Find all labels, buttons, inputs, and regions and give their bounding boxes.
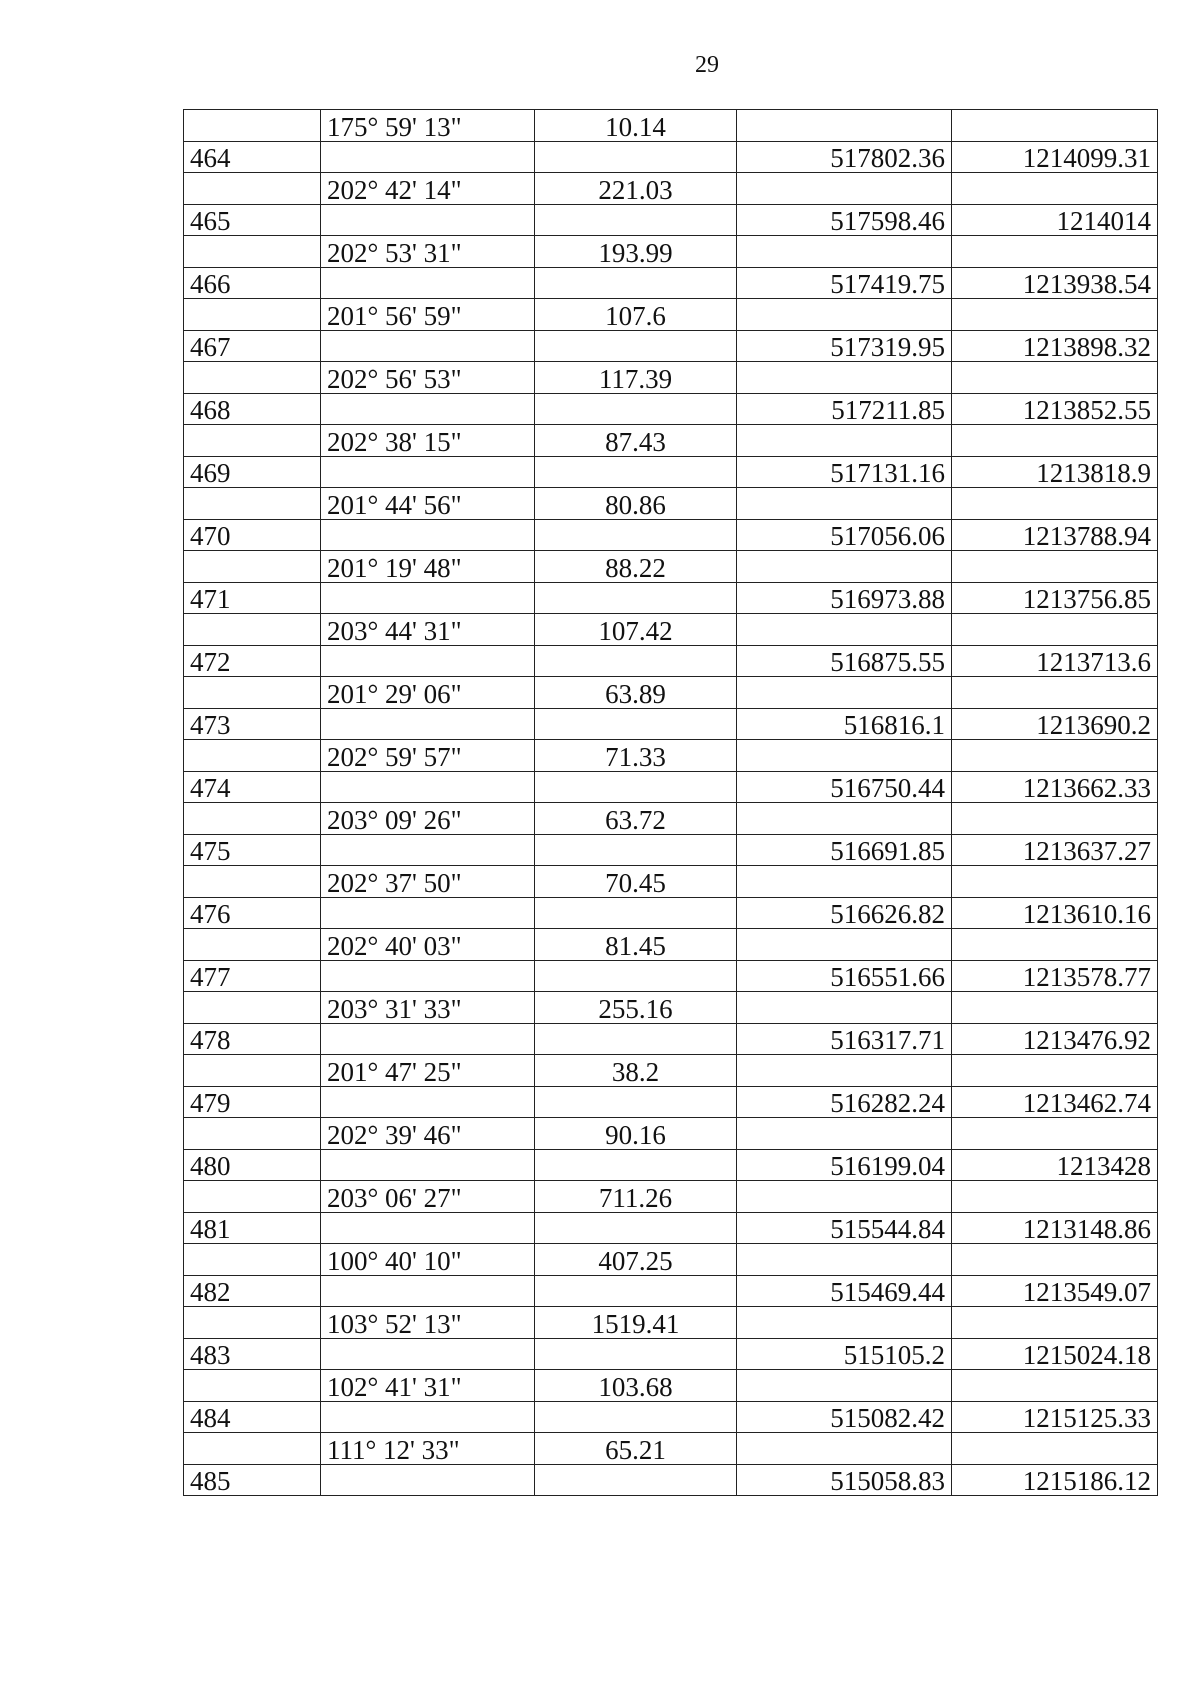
easting-cell: 1213476.92: [952, 1023, 1158, 1055]
point-row: [184, 582, 1158, 614]
distance-cell: [535, 960, 737, 992]
bearing-cell: [321, 141, 535, 173]
station-cell: 478: [184, 1023, 321, 1055]
distance-cell: [535, 1401, 737, 1433]
bearing-cell: 202° 56' 53": [321, 362, 535, 394]
bearing-cell: 201° 44' 56": [321, 488, 535, 520]
station-cell: [184, 425, 321, 457]
distance-cell: 63.89: [535, 677, 737, 709]
station-cell: [184, 614, 321, 646]
station-cell: 468: [184, 393, 321, 425]
point-row: [184, 204, 1158, 236]
bearing-cell: 201° 56' 59": [321, 299, 535, 331]
distance-cell: 38.2: [535, 1055, 737, 1087]
distance-cell: 70.45: [535, 866, 737, 898]
line-row: [184, 1244, 1158, 1276]
easting-cell: [952, 1433, 1158, 1465]
station-cell: 479: [184, 1086, 321, 1118]
distance-cell: [535, 1149, 737, 1181]
bearing-cell: 202° 42' 14": [321, 173, 535, 205]
easting-cell: 1215024.18: [952, 1338, 1158, 1370]
bearing-cell: 202° 59' 57": [321, 740, 535, 772]
bearing-cell: [321, 771, 535, 803]
bearing-cell: 202° 40' 03": [321, 929, 535, 961]
bearing-cell: 111° 12' 33": [321, 1433, 535, 1465]
northing-cell: [737, 299, 952, 331]
station-cell: 469: [184, 456, 321, 488]
point-row: [184, 1086, 1158, 1118]
bearing-cell: [321, 645, 535, 677]
northing-cell: 516750.44: [737, 771, 952, 803]
easting-cell: 1213637.27: [952, 834, 1158, 866]
station-cell: [184, 1370, 321, 1402]
easting-cell: 1213898.32: [952, 330, 1158, 362]
distance-cell: [535, 645, 737, 677]
easting-cell: [952, 1181, 1158, 1213]
easting-cell: 1213690.2: [952, 708, 1158, 740]
table-body: [184, 110, 1158, 1496]
bearing-cell: [321, 1086, 535, 1118]
easting-cell: 1213662.33: [952, 771, 1158, 803]
northing-cell: [737, 488, 952, 520]
bearing-cell: [321, 330, 535, 362]
northing-cell: 517211.85: [737, 393, 952, 425]
station-cell: [184, 1433, 321, 1465]
station-cell: 477: [184, 960, 321, 992]
bearing-cell: 100° 40' 10": [321, 1244, 535, 1276]
distance-cell: [535, 456, 737, 488]
distance-cell: 90.16: [535, 1118, 737, 1150]
easting-cell: 1214014: [952, 204, 1158, 236]
northing-cell: 517802.36: [737, 141, 952, 173]
easting-cell: [952, 425, 1158, 457]
bearing-cell: [321, 393, 535, 425]
easting-cell: [952, 1307, 1158, 1339]
easting-cell: [952, 299, 1158, 331]
line-row: [184, 614, 1158, 646]
point-row: [184, 393, 1158, 425]
station-cell: [184, 1181, 321, 1213]
northing-cell: [737, 614, 952, 646]
station-cell: 476: [184, 897, 321, 929]
bearing-cell: [321, 960, 535, 992]
easting-cell: [952, 866, 1158, 898]
northing-cell: [737, 1433, 952, 1465]
distance-cell: [535, 393, 737, 425]
northing-cell: [737, 677, 952, 709]
station-cell: 470: [184, 519, 321, 551]
easting-cell: 1213788.94: [952, 519, 1158, 551]
distance-cell: [535, 267, 737, 299]
bearing-cell: 202° 39' 46": [321, 1118, 535, 1150]
station-cell: [184, 551, 321, 583]
distance-cell: 107.6: [535, 299, 737, 331]
northing-cell: 516816.1: [737, 708, 952, 740]
northing-cell: 516199.04: [737, 1149, 952, 1181]
distance-cell: 1519.41: [535, 1307, 737, 1339]
distance-cell: 193.99: [535, 236, 737, 268]
northing-cell: 516317.71: [737, 1023, 952, 1055]
point-row: [184, 456, 1158, 488]
point-row: [184, 1401, 1158, 1433]
station-cell: 475: [184, 834, 321, 866]
distance-cell: [535, 1212, 737, 1244]
station-cell: 474: [184, 771, 321, 803]
station-cell: 465: [184, 204, 321, 236]
bearing-cell: 102° 41' 31": [321, 1370, 535, 1402]
distance-cell: [535, 582, 737, 614]
northing-cell: [737, 173, 952, 205]
easting-cell: [952, 1055, 1158, 1087]
easting-cell: 1213818.9: [952, 456, 1158, 488]
easting-cell: [952, 929, 1158, 961]
station-cell: 481: [184, 1212, 321, 1244]
distance-cell: [535, 708, 737, 740]
northing-cell: [737, 551, 952, 583]
station-cell: [184, 488, 321, 520]
point-row: [184, 834, 1158, 866]
northing-cell: [737, 740, 952, 772]
bearing-cell: 203° 31' 33": [321, 992, 535, 1024]
line-row: [184, 362, 1158, 394]
station-cell: 473: [184, 708, 321, 740]
distance-cell: 407.25: [535, 1244, 737, 1276]
point-row: [184, 1212, 1158, 1244]
northing-cell: [737, 1370, 952, 1402]
point-row: [184, 1023, 1158, 1055]
bearing-cell: [321, 1149, 535, 1181]
line-row: [184, 992, 1158, 1024]
line-row: [184, 803, 1158, 835]
point-row: [184, 141, 1158, 173]
distance-cell: 81.45: [535, 929, 737, 961]
line-row: [184, 236, 1158, 268]
distance-cell: [535, 1338, 737, 1370]
distance-cell: [535, 1023, 737, 1055]
station-cell: 467: [184, 330, 321, 362]
survey-coordinates-table: [183, 109, 1158, 1496]
station-cell: [184, 110, 321, 142]
station-cell: [184, 1118, 321, 1150]
line-row: [184, 551, 1158, 583]
northing-cell: 517319.95: [737, 330, 952, 362]
point-row: [184, 267, 1158, 299]
station-cell: [184, 1055, 321, 1087]
easting-cell: [952, 110, 1158, 142]
distance-cell: 117.39: [535, 362, 737, 394]
northing-cell: 517056.06: [737, 519, 952, 551]
station-cell: [184, 740, 321, 772]
northing-cell: [737, 1055, 952, 1087]
easting-cell: 1213852.55: [952, 393, 1158, 425]
line-row: [184, 1433, 1158, 1465]
distance-cell: 71.33: [535, 740, 737, 772]
easting-cell: 1213938.54: [952, 267, 1158, 299]
bearing-cell: 203° 06' 27": [321, 1181, 535, 1213]
northing-cell: 516691.85: [737, 834, 952, 866]
easting-cell: [952, 1118, 1158, 1150]
line-row: [184, 866, 1158, 898]
line-row: [184, 740, 1158, 772]
distance-cell: [535, 141, 737, 173]
station-cell: 466: [184, 267, 321, 299]
bearing-cell: 103° 52' 13": [321, 1307, 535, 1339]
distance-cell: 221.03: [535, 173, 737, 205]
line-row: [184, 1181, 1158, 1213]
northing-cell: 516973.88: [737, 582, 952, 614]
northing-cell: 516626.82: [737, 897, 952, 929]
bearing-cell: 201° 29' 06": [321, 677, 535, 709]
point-row: [184, 960, 1158, 992]
easting-cell: 1213756.85: [952, 582, 1158, 614]
bearing-cell: 202° 53' 31": [321, 236, 535, 268]
bearing-cell: [321, 1023, 535, 1055]
bearing-cell: [321, 1212, 535, 1244]
bearing-cell: [321, 1275, 535, 1307]
northing-cell: 515082.42: [737, 1401, 952, 1433]
line-row: [184, 425, 1158, 457]
station-cell: [184, 236, 321, 268]
bearing-cell: [321, 267, 535, 299]
bearing-cell: [321, 708, 535, 740]
line-row: [184, 110, 1158, 142]
northing-cell: [737, 992, 952, 1024]
bearing-cell: 201° 47' 25": [321, 1055, 535, 1087]
easting-cell: [952, 173, 1158, 205]
northing-cell: [737, 110, 952, 142]
northing-cell: [737, 362, 952, 394]
bearing-cell: [321, 456, 535, 488]
bearing-cell: [321, 1464, 535, 1496]
northing-cell: 516875.55: [737, 645, 952, 677]
line-row: [184, 1055, 1158, 1087]
line-row: [184, 929, 1158, 961]
northing-cell: 517131.16: [737, 456, 952, 488]
point-row: [184, 1149, 1158, 1181]
line-row: [184, 1370, 1158, 1402]
bearing-cell: 202° 37' 50": [321, 866, 535, 898]
easting-cell: 1214099.31: [952, 141, 1158, 173]
station-cell: [184, 677, 321, 709]
easting-cell: 1213148.86: [952, 1212, 1158, 1244]
bearing-cell: 175° 59' 13": [321, 110, 535, 142]
northing-cell: 515058.83: [737, 1464, 952, 1496]
distance-cell: [535, 1275, 737, 1307]
point-row: [184, 645, 1158, 677]
station-cell: 471: [184, 582, 321, 614]
northing-cell: [737, 236, 952, 268]
station-cell: 485: [184, 1464, 321, 1496]
northing-cell: 515544.84: [737, 1212, 952, 1244]
easting-cell: 1213549.07: [952, 1275, 1158, 1307]
bearing-cell: 203° 09' 26": [321, 803, 535, 835]
line-row: [184, 299, 1158, 331]
distance-cell: [535, 897, 737, 929]
easting-cell: 1213462.74: [952, 1086, 1158, 1118]
bearing-cell: [321, 204, 535, 236]
northing-cell: [737, 803, 952, 835]
easting-cell: [952, 236, 1158, 268]
bearing-cell: [321, 897, 535, 929]
easting-cell: [952, 551, 1158, 583]
easting-cell: 1213610.16: [952, 897, 1158, 929]
northing-cell: [737, 1244, 952, 1276]
line-row: [184, 1307, 1158, 1339]
distance-cell: 711.26: [535, 1181, 737, 1213]
easting-cell: [952, 677, 1158, 709]
station-cell: [184, 1244, 321, 1276]
station-cell: [184, 299, 321, 331]
distance-cell: 88.22: [535, 551, 737, 583]
northing-cell: [737, 866, 952, 898]
northing-cell: 515469.44: [737, 1275, 952, 1307]
distance-cell: 107.42: [535, 614, 737, 646]
northing-cell: 517419.75: [737, 267, 952, 299]
bearing-cell: [321, 1401, 535, 1433]
distance-cell: 87.43: [535, 425, 737, 457]
point-row: [184, 1338, 1158, 1370]
bearing-cell: 202° 38' 15": [321, 425, 535, 457]
distance-cell: [535, 330, 737, 362]
distance-cell: 10.14: [535, 110, 737, 142]
station-cell: [184, 866, 321, 898]
easting-cell: 1213578.77: [952, 960, 1158, 992]
distance-cell: 80.86: [535, 488, 737, 520]
easting-cell: [952, 992, 1158, 1024]
distance-cell: 103.68: [535, 1370, 737, 1402]
easting-cell: [952, 1244, 1158, 1276]
station-cell: [184, 173, 321, 205]
point-row: [184, 1275, 1158, 1307]
easting-cell: [952, 488, 1158, 520]
distance-cell: 63.72: [535, 803, 737, 835]
distance-cell: 65.21: [535, 1433, 737, 1465]
distance-cell: [535, 519, 737, 551]
station-cell: 484: [184, 1401, 321, 1433]
point-row: [184, 330, 1158, 362]
station-cell: [184, 929, 321, 961]
line-row: [184, 1118, 1158, 1150]
northing-cell: 516282.24: [737, 1086, 952, 1118]
northing-cell: 517598.46: [737, 204, 952, 236]
point-row: [184, 897, 1158, 929]
line-row: [184, 677, 1158, 709]
easting-cell: [952, 1370, 1158, 1402]
distance-cell: 255.16: [535, 992, 737, 1024]
easting-cell: 1213428: [952, 1149, 1158, 1181]
easting-cell: [952, 614, 1158, 646]
distance-cell: [535, 771, 737, 803]
easting-cell: 1213713.6: [952, 645, 1158, 677]
easting-cell: [952, 362, 1158, 394]
line-row: [184, 488, 1158, 520]
line-row: [184, 173, 1158, 205]
northing-cell: 516551.66: [737, 960, 952, 992]
distance-cell: [535, 834, 737, 866]
bearing-cell: [321, 1338, 535, 1370]
station-cell: 464: [184, 141, 321, 173]
point-row: [184, 1464, 1158, 1496]
easting-cell: [952, 803, 1158, 835]
easting-cell: 1215186.12: [952, 1464, 1158, 1496]
bearing-cell: [321, 582, 535, 614]
northing-cell: [737, 929, 952, 961]
station-cell: 483: [184, 1338, 321, 1370]
bearing-cell: 201° 19' 48": [321, 551, 535, 583]
point-row: [184, 708, 1158, 740]
station-cell: 472: [184, 645, 321, 677]
northing-cell: 515105.2: [737, 1338, 952, 1370]
station-cell: 480: [184, 1149, 321, 1181]
northing-cell: [737, 425, 952, 457]
distance-cell: [535, 1086, 737, 1118]
distance-cell: [535, 1464, 737, 1496]
easting-cell: [952, 740, 1158, 772]
northing-cell: [737, 1307, 952, 1339]
bearing-cell: [321, 519, 535, 551]
northing-cell: [737, 1181, 952, 1213]
point-row: [184, 771, 1158, 803]
page-number: 29: [695, 52, 719, 78]
northing-cell: [737, 1118, 952, 1150]
station-cell: [184, 362, 321, 394]
point-row: [184, 519, 1158, 551]
station-cell: [184, 992, 321, 1024]
distance-cell: [535, 204, 737, 236]
easting-cell: 1215125.33: [952, 1401, 1158, 1433]
station-cell: 482: [184, 1275, 321, 1307]
station-cell: [184, 803, 321, 835]
bearing-cell: [321, 834, 535, 866]
station-cell: [184, 1307, 321, 1339]
bearing-cell: 203° 44' 31": [321, 614, 535, 646]
